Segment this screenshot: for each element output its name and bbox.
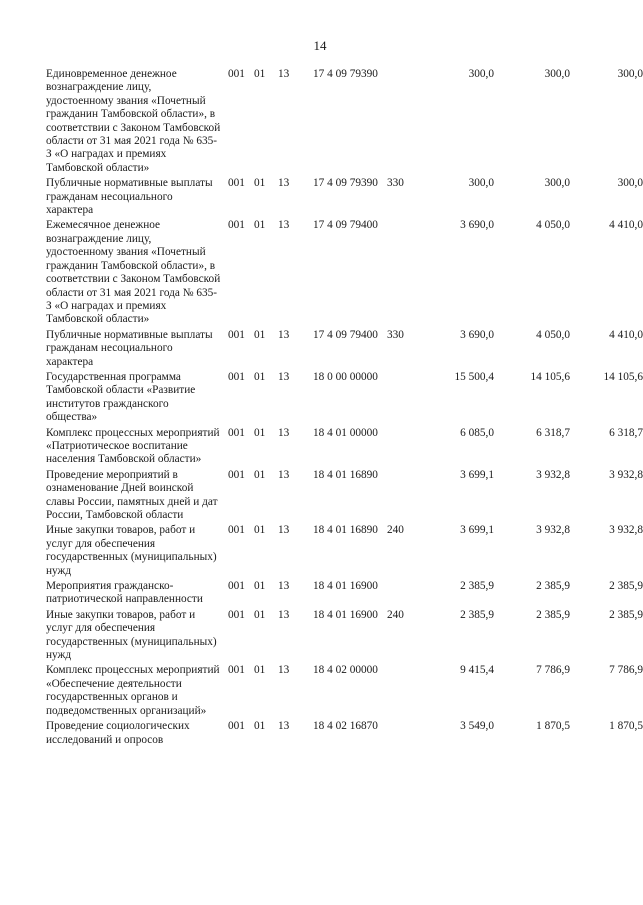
row-expense-type: 330 — [387, 177, 404, 190]
row-amount-year3: 300,0 — [617, 68, 643, 80]
row-subsection: 13 — [278, 426, 290, 439]
row-amount-year3: 3 932,8 — [609, 524, 643, 537]
row-subsection: 13 — [278, 177, 290, 190]
row-amount-year2: 3 932,8 — [536, 524, 570, 537]
row-amount-year2: 4 050,0 — [536, 219, 570, 232]
row-amount-year2: 1 870,5 — [536, 720, 570, 733]
row-subsection: 13 — [278, 68, 290, 80]
row-amount-year2: 2 385,9 — [536, 608, 570, 621]
row-target-code: 18 4 01 16890 — [313, 524, 378, 537]
row-target-code: 18 0 00 00000 — [313, 370, 378, 383]
row-target-code: 18 4 01 16900 — [313, 580, 378, 593]
row-name: Публичные нормативные выплаты гражданам несоциального характера — [46, 328, 213, 368]
row-amount-year1: 300,0 — [468, 68, 494, 80]
row-target-code: 18 4 02 00000 — [313, 664, 378, 677]
row-grbs: 001 — [228, 426, 245, 439]
row-subsection: 13 — [278, 524, 290, 537]
row-section: 01 — [254, 219, 266, 232]
table-row — [46, 664, 643, 718]
table-row — [46, 328, 643, 369]
row-section: 01 — [254, 370, 266, 383]
row-target-code: 17 4 09 79390 — [313, 68, 378, 80]
row-amount-year3: 2 385,9 — [609, 608, 643, 621]
row-grbs: 001 — [228, 524, 245, 537]
row-amount-year1: 2 385,9 — [460, 608, 494, 621]
row-subsection: 13 — [278, 468, 290, 481]
row-grbs: 001 — [228, 720, 245, 733]
row-subsection: 13 — [278, 580, 290, 593]
row-name: Проведение мероприятий в ознаменование Дней воинской славы России, памятных дней и дат России, Тамбовской области — [46, 468, 218, 521]
row-amount-year1: 300,0 — [468, 177, 494, 190]
table-row — [46, 177, 643, 217]
row-section: 01 — [254, 664, 266, 677]
row-amount-year3: 300,0 — [617, 177, 643, 190]
row-amount-year2: 6 318,7 — [536, 426, 570, 439]
row-name: Проведение социологических исследований и опросов — [46, 720, 190, 746]
row-name: Ежемесячное денежное вознаграждение лицу, удостоенному звания «Почетный гражданин Тамбовской области», в соответствии с Законом Тамбовской области от 31 мая 2021 года № 635-З «О наградах и премиях Тамбовской области» — [46, 219, 221, 326]
row-section: 01 — [254, 328, 266, 341]
row-amount-year1: 2 385,9 — [460, 580, 494, 593]
row-name: Государственная программа Тамбовской области «Развитие институтов гражданского общества» — [46, 370, 196, 424]
row-expense-type: 240 — [387, 608, 404, 621]
row-name: Единовременное денежное вознаграждение лицу, удостоенному звания «Почетный гражданин Тамбовской области», в соответствии с Законом Тамбовской области от 31 мая 2021 года № 635-З «О наградах и премиях Тамбовской области» — [46, 68, 221, 174]
row-grbs: 001 — [228, 219, 245, 232]
row-amount-year3: 7 786,9 — [609, 664, 643, 677]
table-row — [46, 468, 643, 523]
row-amount-year1: 3 699,1 — [460, 468, 494, 481]
row-grbs: 001 — [228, 68, 245, 80]
row-amount-year3: 1 870,5 — [609, 720, 643, 733]
row-amount-year2: 2 385,9 — [536, 580, 570, 593]
row-grbs: 001 — [228, 177, 245, 190]
row-grbs: 001 — [228, 608, 245, 621]
row-subsection: 13 — [278, 608, 290, 621]
row-grbs: 001 — [228, 468, 245, 481]
row-amount-year1: 3 699,1 — [460, 524, 494, 537]
row-amount-year3: 3 932,8 — [609, 468, 643, 481]
row-target-code: 18 4 01 16900 — [313, 608, 378, 621]
row-amount-year3: 4 410,0 — [609, 328, 643, 341]
row-expense-type: 330 — [387, 328, 404, 341]
row-section: 01 — [254, 580, 266, 593]
row-target-code: 18 4 01 00000 — [313, 426, 378, 439]
row-name: Комплекс процессных мероприятий «Обеспечение деятельности государственных органов и подведомственных организаций» — [46, 664, 220, 717]
row-grbs: 001 — [228, 580, 245, 593]
row-expense-type: 240 — [387, 524, 404, 537]
row-name: Публичные нормативные выплаты гражданам несоциального характера — [46, 177, 213, 217]
row-subsection: 13 — [278, 664, 290, 677]
row-section: 01 — [254, 468, 266, 481]
row-amount-year1: 3 690,0 — [460, 219, 494, 232]
row-subsection: 13 — [278, 720, 290, 733]
row-amount-year1: 9 415,4 — [460, 664, 494, 677]
table-row — [46, 68, 643, 175]
row-amount-year2: 300,0 — [544, 177, 570, 190]
row-amount-year2: 3 932,8 — [536, 468, 570, 481]
row-subsection: 13 — [278, 370, 290, 383]
row-amount-year2: 7 786,9 — [536, 664, 570, 677]
row-section: 01 — [254, 426, 266, 439]
row-amount-year3: 4 410,0 — [609, 219, 643, 232]
row-section: 01 — [254, 68, 266, 80]
row-target-code: 17 4 09 79390 — [313, 177, 378, 190]
row-amount-year1: 3 690,0 — [460, 328, 494, 341]
row-amount-year2: 300,0 — [544, 68, 570, 80]
table-row — [46, 426, 643, 467]
row-target-code: 17 4 09 79400 — [313, 219, 378, 232]
row-section: 01 — [254, 720, 266, 733]
row-name: Иные закупки товаров, работ и услуг для обеспечения государственных (муниципальных) нужд — [46, 608, 217, 662]
row-subsection: 13 — [278, 328, 290, 341]
row-grbs: 001 — [228, 664, 245, 677]
row-section: 01 — [254, 524, 266, 537]
row-amount-year3: 2 385,9 — [609, 580, 643, 593]
page-number: 14 — [313, 38, 327, 53]
row-amount-year1: 3 549,0 — [460, 720, 494, 733]
row-target-code: 17 4 09 79400 — [313, 328, 378, 341]
row-target-code: 18 4 01 16890 — [313, 468, 378, 481]
row-grbs: 001 — [228, 370, 245, 383]
row-amount-year3: 6 318,7 — [609, 426, 643, 439]
table-row — [46, 370, 643, 425]
row-amount-year1: 6 085,0 — [460, 426, 494, 439]
row-name: Комплекс процессных мероприятий «Патриотическое воспитание населения Тамбовской области» — [46, 426, 220, 466]
row-amount-year3: 14 105,6 — [603, 370, 643, 383]
row-name: Мероприятия гражданско-патриотической направленности — [46, 580, 203, 606]
row-amount-year2: 4 050,0 — [536, 328, 570, 341]
table-row — [46, 608, 643, 663]
row-amount-year2: 14 105,6 — [530, 370, 570, 383]
table-row — [46, 580, 643, 607]
row-target-code: 18 4 02 16870 — [313, 720, 378, 733]
row-subsection: 13 — [278, 219, 290, 232]
row-section: 01 — [254, 608, 266, 621]
table-row — [46, 720, 643, 747]
row-grbs: 001 — [228, 328, 245, 341]
row-amount-year1: 15 500,4 — [454, 370, 494, 383]
table-row — [46, 219, 643, 326]
row-section: 01 — [254, 177, 266, 190]
row-name: Иные закупки товаров, работ и услуг для обеспечения государственных (муниципальных) нужд — [46, 524, 217, 577]
table-row — [46, 524, 643, 578]
budget-table — [46, 68, 643, 749]
